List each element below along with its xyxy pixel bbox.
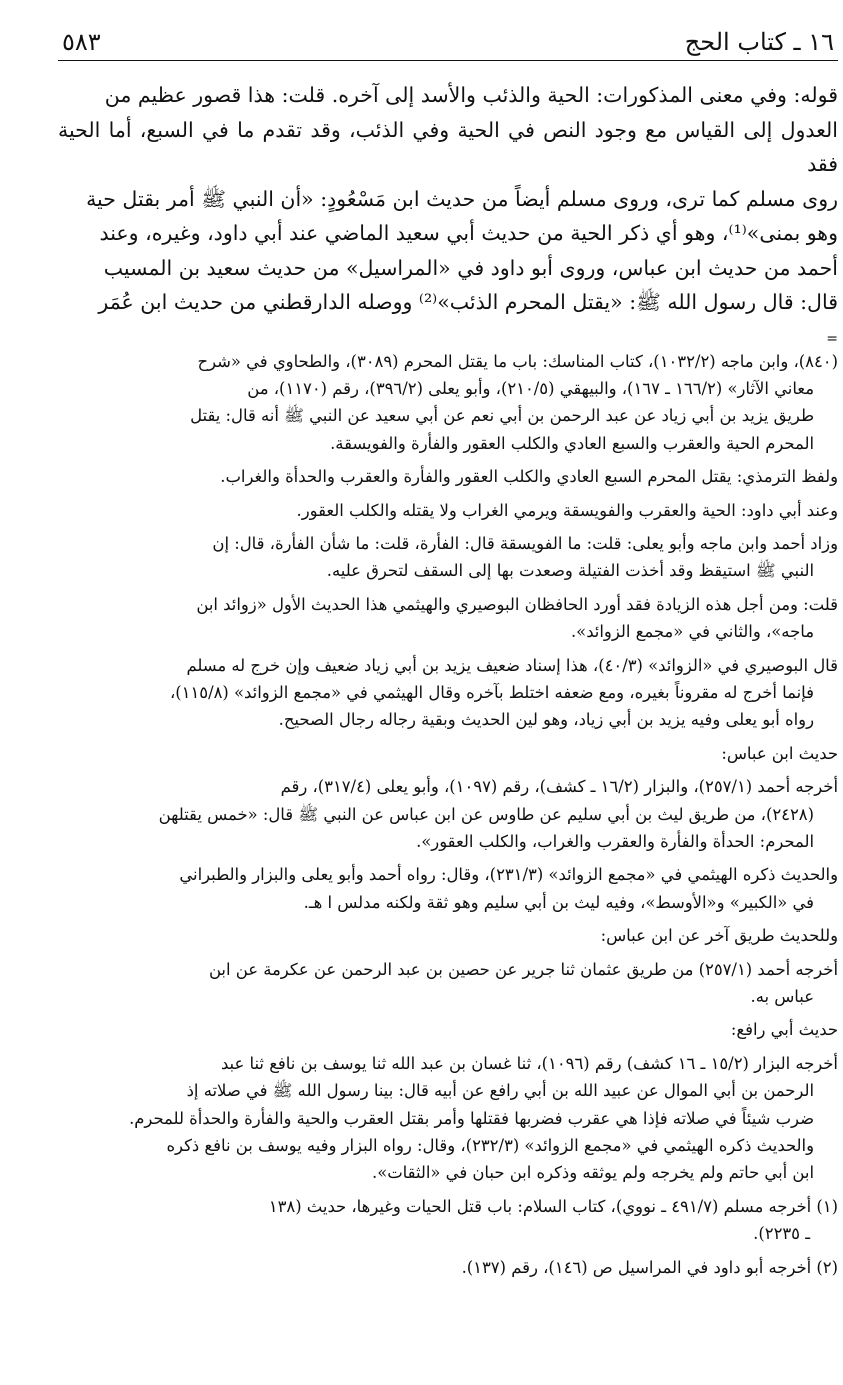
- note-paragraph: [58, 922, 838, 949]
- note-line: أخرجه البزار (١٥/٢ ـ ١٦ كشف) رقم (١٠٩٦)، ثنا غسان بن عبد الله ثنا يوسف بن نافع ثنا عبد: [220, 1053, 838, 1073]
- continuation-mark: =: [826, 330, 838, 347]
- note-line: ابن أبي حاتم ولم يخرجه ولم يوثقه وذكره ابن حبان في «الثقات».: [371, 1163, 814, 1183]
- note-line: ماجه»، والثاني في «مجمع الزوائد».: [570, 622, 814, 642]
- main-text-line: العدول إلى القياس مع وجود النص في الحية وفي الذئب، وقد تقدم ما في السبع، أما الحية فقد: [58, 117, 838, 176]
- note-line: وزاد أحمد وابن ماجه وأبو يعلى: قلت: ما الفويسقة قال: الفأرة، قلت: ما شأن الفأرة، قال: إن: [212, 533, 838, 553]
- main-text-line: قوله: وفي معنى المذكورات: الحية والذئب والأسد إلى آخره. قلت: هذا قصور عظيم من: [104, 83, 838, 107]
- editor-notes: [58, 348, 838, 1187]
- note-line: (١) أخرجه مسلم (٤٩١/٧ ـ نووي)، كتاب السلام: باب قتل الحيات وغيرها، حديث (١٣٨: [268, 1196, 838, 1216]
- note-paragraph: [58, 652, 838, 734]
- note-line: فإنما أخرج له مقروناً بغيره، ومع ضعفه اختلط بآخره وقال الهيثمي في «مجمع الزوائد» (١١٥/٨)،: [169, 682, 814, 702]
- note-line: قلت: ومن أجل هذه الزيادة فقد أورد الحافظان البوصيري والهيثمي هذا الحديث الأول «زوائد ابن: [196, 594, 838, 614]
- main-text-line: أحمد من حديث ابن عباس، وروى أبو داود في «المراسيل» من حديث سعيد بن المسيب: [103, 255, 838, 280]
- note-line: (٢) أخرجه أبو داود في المراسيل ص (١٤٦)، رقم (١٣٧).: [461, 1257, 838, 1277]
- note-paragraph: [58, 1016, 838, 1043]
- note-line: أخرجه أحمد (٢٥٧/١) من طريق عثمان ثنا جرير عن حصين بن عبد الرحمن عن عكرمة عن ابن: [208, 959, 838, 979]
- note-line: أخرجه أحمد (٢٥٧/١)، والبزار (١٦/٢ ـ كشف)، رقم (١٠٩٧)، وأبو يعلى (٣١٧/٤)، رقم: [280, 777, 838, 797]
- note-paragraph: [58, 740, 838, 767]
- note-line: والحديث ذكره الهيثمي في «مجمع الزوائد» (٢٣٢/٣)، وقال: رواه البزار وفيه يوسف بن نافع ذكره: [166, 1136, 814, 1156]
- note-line: والحديث ذكره الهيثمي في «مجمع الزوائد» (٢٣١/٣)، وقال: رواه أحمد وأبو يعلى والبزار والطبراني: [179, 865, 838, 885]
- note-line: ولفظ الترمذي: يقتل المحرم السبع العادي والكلب العقور والفأرة والعقرب والحدأة والغراب.: [220, 467, 838, 487]
- notes-separator: [58, 332, 838, 346]
- note-line: الرحمن بن أبي الموال عن عبيد الله بن أبي رافع عن أبيه قال: بينا رسول الله ﷺ في صلاته إذ: [186, 1081, 814, 1101]
- note-line: عباس به.: [750, 987, 814, 1007]
- note-paragraph: [58, 861, 838, 916]
- note-line: رواه أبو يعلى وفيه يزيد بن أبي زياد، وهو لين الحديث وبقية رجاله رجال الصحيح.: [278, 710, 814, 730]
- running-header: [58, 28, 838, 61]
- note-line: ضرب شيئاً في صلاته فإذا هي عقرب فضربها فقتلها وأمر بقتل العقرب والحية والفأرة والحدأة للمحرم.: [129, 1108, 814, 1128]
- footnotes: [58, 1193, 838, 1281]
- note-line: قال البوصيري في «الزوائد» (٤٠/٣)، هذا إسناد ضعيف يزيد بن أبي زياد ضعيف وإن خرج له مسلم: [186, 655, 838, 675]
- note-paragraph: [58, 348, 838, 458]
- note-paragraph: [58, 1050, 838, 1187]
- note-line: وعند أبي داود: الحية والعقرب والفويسقة ويرمي الغراب ولا يقتله والكلب العقور.: [296, 500, 838, 520]
- footnote: [58, 1193, 838, 1248]
- running-title: ١٦ ـ كتاب الحج: [684, 28, 834, 56]
- note-paragraph: [58, 463, 838, 490]
- note-line: (٢٤٢٨)، من طريق ليث بن أبي سليم عن طاوس عن ابن عباس عن النبي ﷺ قال: «خمس يقتلهن: [158, 804, 814, 824]
- main-text-line: وهو بمنى»⁽¹⁾، وهو أي ذكر الحية من حديث أبي سعيد الماضي عند أبي داود، وغيره، وعند: [99, 221, 838, 245]
- note-line: حديث أبي رافع:: [730, 1020, 838, 1040]
- note-line: وللحديث طريق آخر عن ابن عباس:: [600, 926, 838, 946]
- note-paragraph: [58, 497, 838, 524]
- note-line: المحرم: الحدأة والفأرة والعقرب والغراب، والكلب العقور».: [416, 832, 814, 851]
- note-paragraph: [58, 773, 838, 855]
- note-line: ـ ٢٢٣٥).: [753, 1224, 810, 1244]
- page-number: ٥٨٣: [62, 28, 101, 56]
- note-line: طريق يزيد بن أبي زياد عن عبد الرحمن بن أبي نعم عن أبي سعيد عن النبي ﷺ أنه قال: يقتل: [190, 406, 814, 426]
- note-line: (٨٤٠)، وابن ماجه (١٠٣٢/٢)، كتاب المناسك: باب ما يقتل المحرم (٣٠٨٩)، والطحاوي في «شرح: [197, 351, 838, 371]
- book-page: [58, 28, 838, 1287]
- footnote: [58, 1254, 838, 1281]
- note-line: معاني الآثار» (١٦٦/٢ ـ ١٦٧)، والبيهقي (٢١٠/٥)، وأبو يعلى (٣٩٦/٢)، رقم (١١٧٠)، من: [247, 378, 814, 398]
- note-paragraph: [58, 530, 838, 585]
- note-paragraph: [58, 956, 838, 1011]
- note-line: النبي ﷺ استيقظ وقد أخذت الفتيلة وصعدت بها إلى السقف لتحرق عليه.: [326, 561, 814, 581]
- note-line: حديث ابن عباس:: [721, 743, 838, 763]
- note-line: في «الكبير» و«الأوسط»، وفيه ليث بن أبي سليم وهو ثقة ولكنه مدلس ا هـ.: [303, 892, 814, 912]
- main-text-line: قال: قال رسول الله ﷺ: «يقتل المحرم الذئب»⁽²⁾ ووصله الدارقطني من حديث ابن عُمَر: [98, 290, 838, 314]
- note-paragraph: [58, 591, 838, 646]
- main-text: [58, 78, 838, 320]
- note-line: المحرم الحية والعقرب والسبع العادي والكلب العقور والفأرة والفويسقة.: [330, 433, 814, 453]
- main-text-line: روى مسلم كما ترى، وروى مسلم أيضاً من حديث ابن مَسْعُودٍ: «أن النبي ﷺ أمر بقتل حية: [86, 186, 838, 211]
